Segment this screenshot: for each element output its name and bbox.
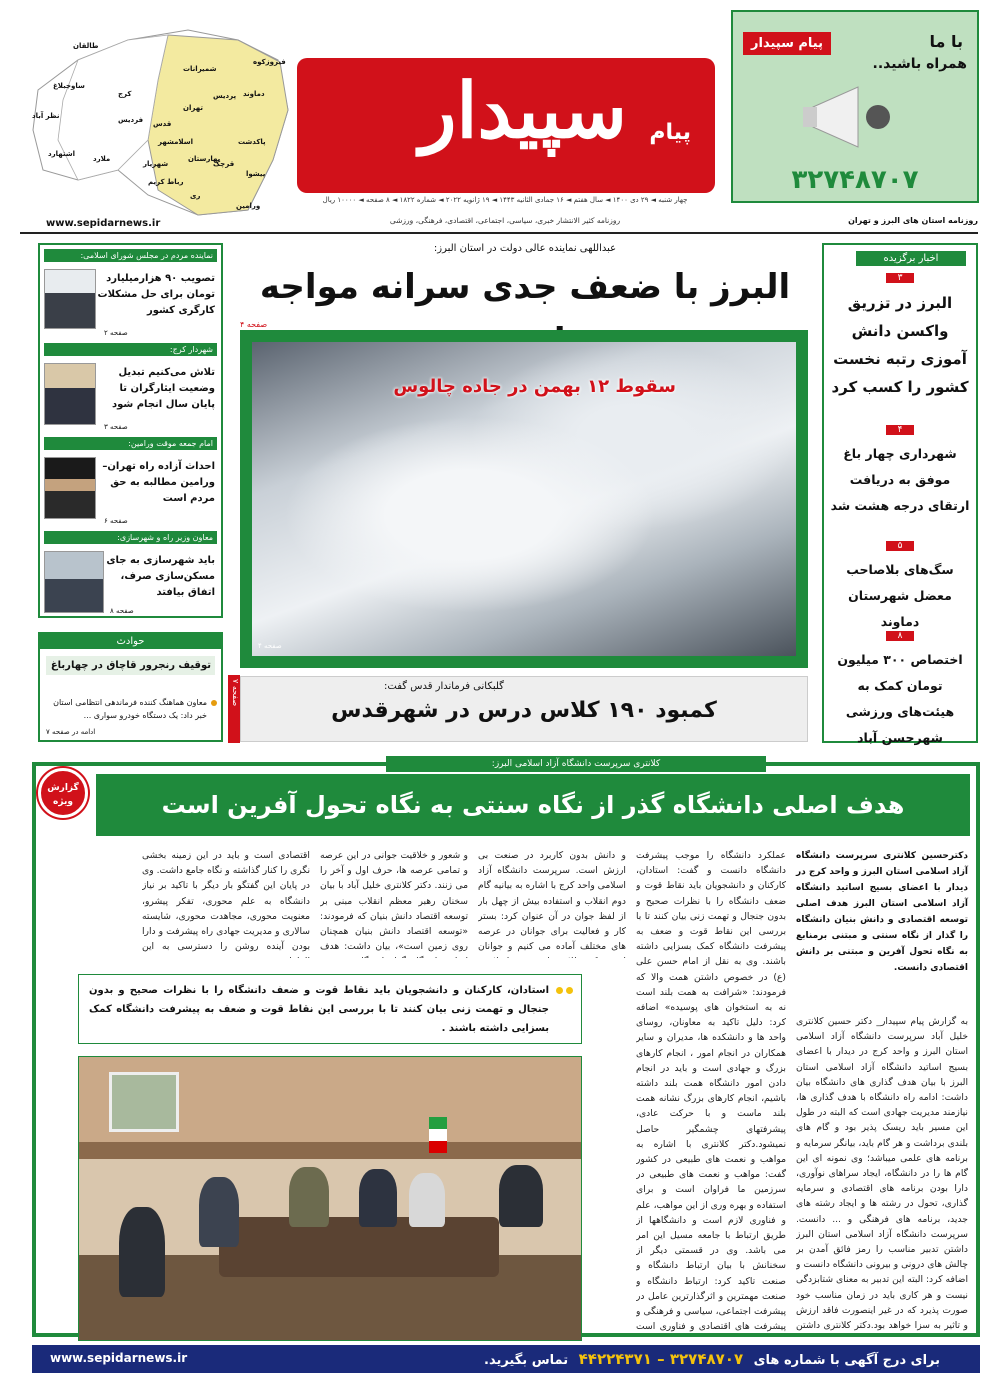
person-4 (359, 1169, 397, 1227)
main-photo-frame (240, 330, 808, 668)
table-graphic (219, 1217, 499, 1277)
main-kicker: عبداللهی نماینده عالی دولت در استان البرز: (433, 243, 617, 254)
ad-logo: پیام سپیدار (743, 32, 831, 55)
map-label-tehran: تهران (183, 104, 203, 112)
person-1 (119, 1207, 165, 1297)
left-item-page: صفحه ۲ (104, 329, 128, 337)
footer-website[interactable]: www.sepidarnews.ir (50, 1351, 188, 1365)
megaphone-icon (803, 82, 893, 152)
map-label-karaj: کرج (118, 90, 132, 98)
page-number-badge: ۳ (886, 273, 914, 283)
left-item-4[interactable] (44, 531, 217, 615)
left-item-header: امام جمعه موقت ورامین: (44, 437, 217, 450)
map-label-eshtehard: اشتهارد (48, 150, 76, 158)
left-item-text: تلاش می‌کنیم تبدیل وضعیت ایثارگران تا پایان سال انجام شود (112, 367, 215, 410)
left-item-page: صفحه ۳ (104, 423, 128, 431)
left-item-header: شهردار کرج: (44, 343, 217, 356)
map-label-taleqan: طالقان (73, 42, 99, 50)
map-label-shemiranat: شمیرانات (183, 65, 217, 73)
news-item-title: سگ‌های بلاصاحب معضل شهرستان دماوند (846, 562, 954, 629)
footer-text (484, 1350, 940, 1368)
map-label-varamin: ورامین (236, 202, 261, 210)
article-col-3: و دانش بدون کاربرد در صنعت بی ارزش است. سرپرست دانشگاه آزاد اسلامی واحد کرج با اشاره به بیانیه گام دوم انقلاب و استفاده بیش از چهل بار از لفظ جوان در آن عنوان کرد: بستر کار و فعالیت برای جوانان در عرصه های مختلف آماده می کنیم و جوانان (478, 850, 626, 953)
ad-phone: ۳۲۷۴۸۷۰۷ (791, 165, 919, 195)
region-tag: روزنامه استان های البرز و تهران (848, 216, 978, 225)
side-page-ref-strip[interactable] (228, 675, 240, 743)
window-graphic (109, 1072, 179, 1132)
left-item-text: تصویب ۹۰ هزارمیلیارد تومان برای حل مشکلات کارگری کشور (97, 273, 215, 316)
map-label-qarchak: قرچک (213, 160, 235, 168)
footer-bar (32, 1345, 980, 1373)
map-label-qods: قدس (153, 120, 172, 128)
map-label-baharestan: بهارستان (188, 155, 221, 163)
events-page[interactable]: ادامه در صفحه ۷ (46, 728, 96, 736)
logo-banner (297, 58, 715, 193)
map-label-robat-karim: رباط کریم (148, 178, 184, 186)
footer-phones[interactable]: ۳۲۷۴۸۷۰۷ – ۴۴۲۲۴۳۷۱ (578, 1350, 744, 1368)
news-item-title: اختصاص ۳۰۰ میلیون تومان کمک به هیئت‌های ورزشی شهرحسن آباد (837, 652, 963, 745)
map-of-provinces (18, 20, 298, 220)
events-item-2[interactable]: معاون هماهنگ کننده فرماندهی انتظامی استان خبر داد: یک دستگاه خودرو سواری ... (53, 698, 207, 720)
photo-page-ref[interactable]: صفحه ۴ (258, 642, 282, 650)
news-item-2[interactable] (830, 425, 970, 535)
news-item-title: شهرداری چهار باغ موفق به دریافت ارتقای درجه هشت شد (830, 446, 970, 513)
meeting-photo (78, 1056, 582, 1341)
quote-dots-icon (555, 987, 573, 995)
main-page-ref[interactable]: صفحه ۴ (240, 320, 268, 329)
portrait-1 (44, 269, 96, 329)
events-item-1[interactable]: توقیف رنجرور قاچاق در چهارباغ (46, 656, 215, 675)
logo-small-text: پیام (649, 120, 691, 145)
special-report-frame (32, 759, 980, 1337)
left-item-header: نماینده مردم در مجلس شورای اسلامی: (44, 249, 217, 262)
flag-graphic (429, 1117, 447, 1153)
website-top[interactable]: www.sepidarnews.ir (46, 218, 161, 229)
special-report-kicker: کلانتری سرپرست دانشگاه آزاد اسلامی البرز: (491, 759, 661, 769)
map-label-savojbolagh: ساوجبلاغ (53, 82, 85, 90)
left-item-text: باید شهرسازی به جای مسکن‌سازی صرف، اتفاق بیافتد (106, 555, 215, 598)
news-item-4[interactable] (830, 631, 970, 745)
special-badge (38, 768, 88, 818)
ad-line1: با ما (929, 32, 963, 51)
masthead-rule (20, 232, 978, 234)
person-5 (409, 1173, 445, 1227)
page-number-badge: ۵ (886, 541, 914, 551)
news-item-1[interactable] (830, 273, 970, 396)
map-label-malard: ملارد (93, 155, 111, 163)
footer-cta: تماس بگیرید. (484, 1353, 569, 1368)
article-col-1: به گزارش پیام سپیدار_ دکتر حسین کلانتری خلیل آباد سرپرست دانشگاه آزاد اسلامی استان البرز و واحد کرج در دیدار با اعضای بسیج اساتید دانشگاه آزاد اسلامی استان البرز با بیان هدف گذاری های دانشگاه بیان داشت: ادامه راه دانشگاه با هدف گذاری ها، نیازمند مدیریت جهادی است که البته در طول این مسیر باید ریسک پذیر بود و گام های بلندی برداشت و هر گام باید، بیانگر سرمایه و برنامه های علمی میباشد؛ وی نمونه ای این گام ها را در دانشگاه، ایجاد سراهای نوآوری، دارا بودن برنامه های اقتصادی و سرمایه گذاری، تحول در رشته ها و ایجاد رشته های جدید، برنامه های فرهنگی و ... دانست. سرپرست دانشگاه آزاد اسلامی استان البرز داشتن تدبیر مناسب را رمز فائق آمدن بر چالش های درونی و بیرونی دانشگاه دانست و اضافه کرد: البته این تدبیر به معنای شتابزدگی نیست و هر کاری باید در زمان مناسب خود صورت پذیرد که در غیر اینصورت فاقد ارزش و تاثیر به سزا خواهد بود.دکتر کلانتری داشتن (796, 1016, 968, 1332)
bullet-icon (211, 700, 217, 706)
article-col-5: اقتصادی است و باید در این زمینه بخشی نگری را کنار گذاشته و نگاه جامع داشت. وی در پایان این گفتگو بار دیگر با تاکید بر نیاز دانشگاه به علم محوری، تفکر پیشرو، معنویت محوری، مجاهدت محوری، شایسته سالاری و مدیریت جهادی راه پیشرفت و دارا بودن آینده روشن را دسترسی به این (142, 850, 310, 953)
map-label-shahriar: شهریار (143, 160, 169, 168)
page-number-badge: ۸ (886, 631, 914, 641)
left-item-header: معاون وزیر راه و شهرسازی: (44, 531, 217, 544)
events-box (38, 632, 223, 742)
person-3 (289, 1167, 329, 1227)
left-item-3[interactable] (44, 437, 217, 525)
avalanche-photo (252, 342, 796, 656)
left-news-box (38, 243, 223, 618)
second-story[interactable] (240, 676, 808, 742)
article-col-2: عملکرد دانشگاه را موجب پیشرفت دانشگاه دانست و گفت: استادان، کارکنان و دانشجویان باید نقاط قوت و ضعف دانشگاه را با نظرات صحیح و بدون جنجال و تهمت زنی بیان کنند تا با بررسی این نقاط قوت و ضعف به پیشرفت دانشگاه کمک بسزایی داشته باشند. وی به نقل از امام حسن علی (ع) در خصوص داشتن همت والا که فرمودند: «شرافت به همت بلند است نه به استخوان های پوسیده» اضافه کرد: دلیل تاکید به معاونان، روسای واحد ها و دانشکده ها، مدیران و سایر همکاران در انجام امور ، انجام کارهای بزرگ و جهادی است و باید در انجام دادن امور دانشگاه همت بلند داشته باشیم، انجام کارهای بزرگ نشانه همت بلند ماست و با حرکت عادی، پیشرفتهای چشمگیر حاصل نمیشود.دکتر کلانتری با اشاره به مواهب و نعمت های طبیعی در کشور گفت: مواهب و نعمت های طبیعی در سرزمین ما فراوان است و برای استفاده و بهره وری از این مواهب، علم و فناوری لازم است و دانشگاهها از طریق ارتباط با جامعه مسیل این امر می باشد. وی در قسمتی دیگر از سخنانش با بیان ارتباط دانشگاه و صنعت تاکید کرد: ارتباط دانشگاه و صنعت مهمترین و اثرگذارترین عامل در پیشرفت اجتماعی، سیاسی و فرهنگی و پیشرفت های اقتصادی و فناوری است (636, 850, 786, 1333)
map-label-fardis: فردیس (118, 116, 144, 124)
map-label-rey: ری (190, 192, 201, 200)
news-item-title: البرز در تزریق واکسن دانش آموزی رتبه نخست کشور را کسب کرد (831, 294, 969, 396)
article-col-4: و شعور و خلاقیت جوانی در این عرصه و تمامی عرصه ها، حرف اول و آخر را می زنند. دکتر کلانتری خلیل آباد با بیان سخنان رهبر معظم انقلاب مبنی بر توسعه اقتصاد دانش بنیان که فرمودند: «توسعه اقتصاد دانش بنیان همچنان روی زمین است»، بیان داشت: هدف (320, 850, 468, 953)
logo-main-text: سپیدار (419, 66, 627, 155)
second-kicker: گلبکانی فرماندار قدس گفت: (384, 681, 504, 692)
special-badge-text: گزارش ویژه (47, 783, 79, 807)
events-header: حوادث (40, 634, 221, 649)
portrait-2 (44, 363, 96, 425)
special-headline[interactable]: هدف اصلی دانشگاه گذر از نگاه سنتی به نگاه تحول آفرین است (161, 791, 905, 819)
map-label-pakdasht: پاکدشت (238, 138, 266, 146)
ad-line2: همراه باشید.. (872, 56, 967, 72)
main-headline[interactable]: البرز با ضعف جدی سرانه مواجه (259, 267, 791, 307)
selected-news-box (822, 243, 978, 743)
special-report-kicker-bar (386, 756, 766, 772)
date-line: چهار شنبه ◄ ۲۹ دی ۱۴۰۰ ◄ سال هفتم ◄ ۱۶ جمادی الثانیه ۱۴۴۳ ◄ ۱۹ ژانویه ۲۰۲۲ ◄ شماره ۱۸۲۲ ◄ ۸ صفحه ◄ ۱۰۰۰۰ ریال (322, 196, 688, 204)
selected-news-header: اخبار برگزیده (856, 251, 966, 266)
left-item-2[interactable] (44, 343, 217, 431)
quote-box (78, 974, 582, 1044)
side-page-ref: صفحه ۷ (231, 679, 240, 707)
map-label-firuzkuh: فیروزکوه (253, 58, 286, 66)
map-label-eslamshahr: اسلامشهر (158, 138, 194, 146)
left-item-text: احداث آزاده راه تهران–ورامین مطالبه به حق مردم است (102, 461, 215, 504)
photo-caption: سقوط ۱۲ بهمن در جاده چالوس (393, 376, 676, 397)
special-lead: دکترحسین کلانتری سرپرست دانشگاه آزاد اسلامی استان البرز و واحد کرج در دیدار با اعضای بسیج اساتید دانشگاه آزاد اسلامی استان البرز هدف اصلی توسعه اقتصادی و دانش بنیان دانشگاه را گذار از نگاه سنتی و مبتنی برمنابع به نگاه تحول آفرین و مبتنی بر دانش اقتصادی دانست. (795, 851, 968, 973)
footer-lead: برای درج آگهی با شماره های (753, 1353, 940, 1368)
quote-text: استادان، کارکنان و دانشجویان باید نقاط قوت و ضعف دانشگاه را با نظرات صحیح و بدون جنجال و تهمت زنی بیان کنند تا با بررسی این نقاط قوت و ضعف به پیشرفت دانشگاه کمک بسزایی داشته باشند . (89, 985, 549, 1034)
ad-box (731, 10, 979, 203)
left-item-page: صفحه ۸ (110, 607, 134, 615)
map-label-pardis: پردیس (213, 92, 237, 100)
portrait-3 (44, 457, 96, 519)
map-label-pishva: پیشوا (246, 170, 266, 178)
map-label-nazarabad: نظر آباد (32, 112, 60, 120)
person-2 (199, 1177, 239, 1247)
left-item-page: صفحه ۶ (104, 517, 128, 525)
second-headline: کمبود ۱۹۰ کلاس درس در شهرقدس (331, 698, 717, 723)
portrait-4 (44, 551, 104, 613)
page-number-badge: ۴ (886, 425, 914, 435)
person-6 (499, 1165, 543, 1227)
special-headline-bar (96, 774, 970, 836)
masthead-subtitle: روزنامه کثیر الانتشار خبری، سیاسی، اجتماعی، اقتصادی، فرهنگی، ورزشی (389, 216, 621, 225)
left-item-1[interactable] (44, 249, 217, 337)
map-label-damavand: دماوند (243, 90, 265, 98)
news-item-3[interactable] (830, 541, 970, 629)
